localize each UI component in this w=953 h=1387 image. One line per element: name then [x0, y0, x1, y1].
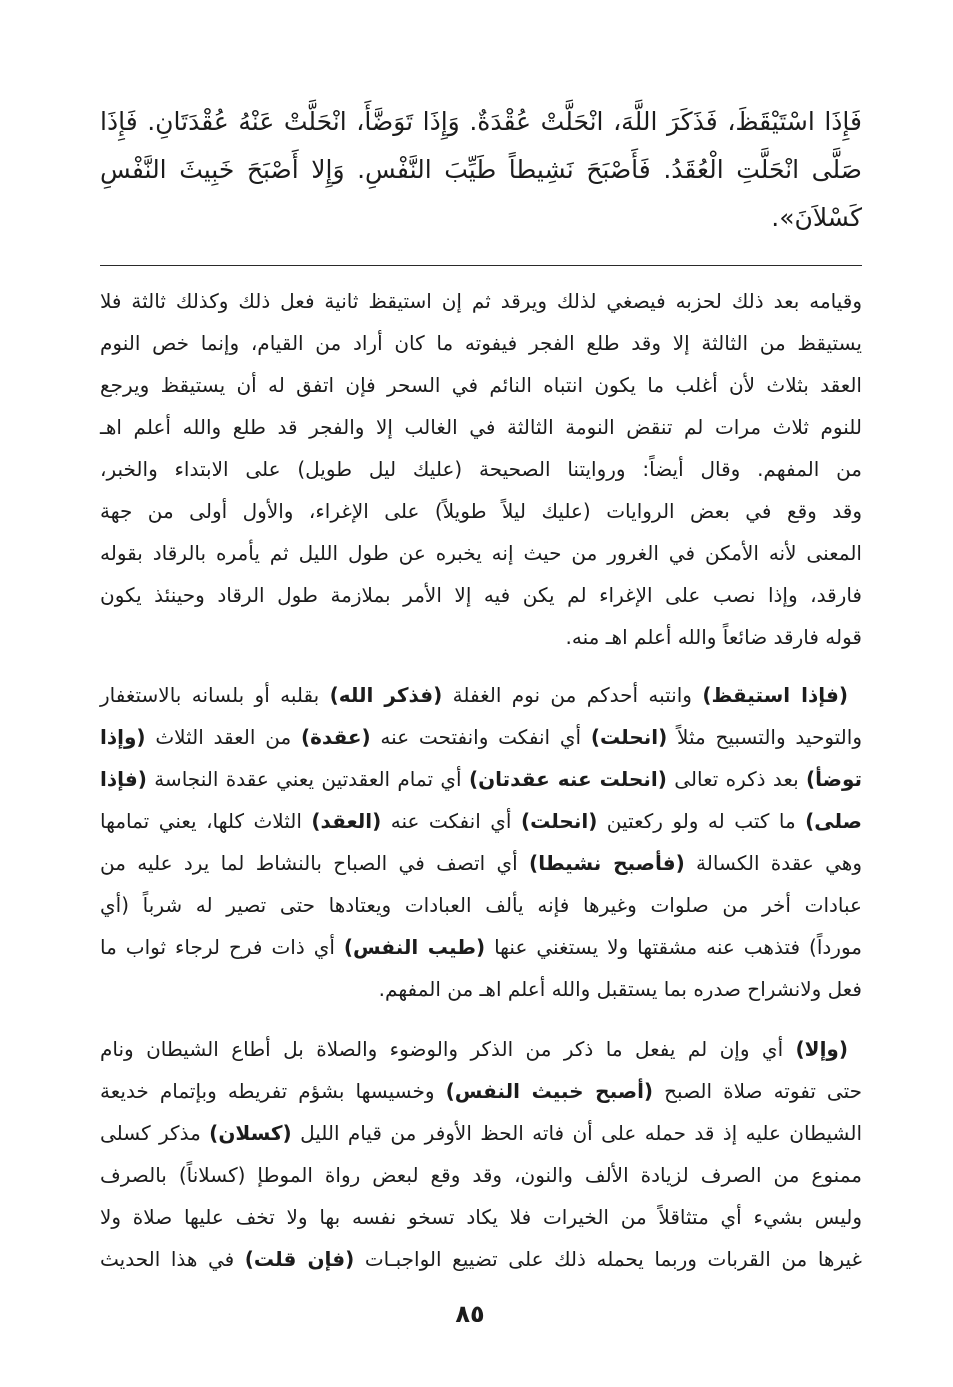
text-run: أي اتصف في الصباح بالنشاط لما يرد عليه من — [100, 851, 530, 875]
text-run: وقد وقع في بعض الروايات (عليك ليلاً طويلاً) على الإغراء، والأول أولى من جهة — [100, 499, 862, 523]
bold-term: (طيب النفس) — [343, 935, 486, 959]
commentary-line — [100, 842, 862, 884]
text-run: وقيامه بعد ذلك لحزبه فيصغي لذلك ويرقد ثم إن استيقظ ثانية فعل ذلك وكذلك ثالثة فلا — [100, 289, 862, 313]
bold-term: (وإلا) — [795, 1037, 848, 1061]
text-run: مذكر كسلى — [100, 1121, 210, 1145]
bold-term: توضأ) — [805, 767, 863, 791]
bold-term: (فأصبح نشيطا) — [529, 851, 685, 875]
commentary-line — [100, 406, 862, 448]
text-run: للنوم ثلاث مرات لم تنقض النومة الثالثة في الغالب إلا والفجر قد طلع والله أعلم اهـ — [100, 415, 862, 439]
bold-term: (أصبح خبيث النفس) — [445, 1079, 654, 1103]
hadith-line: صَلَّى انْحَلَّتِ الْعُقَدُ. فَأَصْبَحَ نَشِيطاً طَيِّبَ النَّفْسِ. وَإِلا أَصْبَحَ خَبِيثَ النَّفْسِ — [100, 155, 862, 184]
commentary-line — [100, 1238, 862, 1280]
hadith-text — [100, 98, 862, 242]
text-run: غيرها من القربات وربما يحمله ذلك على تضييع الواجبـات — [354, 1247, 862, 1271]
bold-term: (انحلت) — [590, 725, 668, 749]
hadith-line: فَإِذَا اسْتَيْقَظَ، فَذَكَرَ اللَّهَ، انْحَلَّتْ عُقْدَةٌ. وَإِذَا تَوَضَّأَ، انْحَلَّتْ عَنْهُ عُقْدَتَانِ. فَإِذَا — [100, 107, 862, 136]
text-run: قوله فارقد ضائعاً والله أعلم اهـ منه. — [565, 625, 862, 649]
commentary-line — [100, 1112, 862, 1154]
bold-term: (العقد) — [311, 809, 382, 833]
commentary-paragraph — [100, 280, 862, 658]
bold-term: (كسلان) — [209, 1121, 292, 1145]
text-run: مورداً) فتذهب عنه مشقتها ولا يستغني عنها — [485, 935, 862, 959]
text-run: وليس بشيء أي متثاقلاً من الخيرات فلا يكاد تسخو نفسه بها ولا تخف عليها صلاة ولا — [100, 1205, 862, 1229]
commentary-line — [100, 716, 862, 758]
text-run: وهي عقدة الكسالة — [684, 851, 863, 875]
text-run: أي انفكت وانفتحت عنه — [370, 725, 591, 749]
commentary-line — [100, 574, 862, 616]
text-run: أي تمام العقدتين يعني عقدة النجاسة — [146, 767, 469, 791]
bold-term: (فإن قلت) — [244, 1247, 355, 1271]
commentary-paragraph — [100, 674, 862, 1010]
bold-term: (فإذا — [100, 767, 147, 791]
text-run: العقد بثلاث لأن أغلب ما يكون انتباه النائم في السحر فإن اتفق له أن يستيقظ ويرجع — [100, 373, 862, 397]
bold-term: صلى) — [805, 809, 862, 833]
text-run: فعل ولانشراح صدره بما يستقبل والله أعلم اهـ من المفهم. — [378, 977, 862, 1001]
text-run: عبادات أخر من صلوات وغيرها فإنه يألف العبادات ويعتادها حتى تصير له شرباً (أي — [100, 893, 862, 917]
text-run: حتى تفوته صلاة الصبح — [653, 1079, 863, 1103]
text-run: ممنوع من الصرف لزيادة الألف والنون، وقد وقع لبعض رواة الموطإ (كسلاناً) بالصرف — [100, 1163, 862, 1187]
text-run: أي ذات فرح لرجاء ثواب ما — [100, 935, 344, 959]
text-run: من العقد الثلاث — [145, 725, 301, 749]
commentary-line — [100, 280, 862, 322]
commentary-line — [100, 490, 862, 532]
bold-term: (عقدة) — [300, 725, 371, 749]
commentary-line — [100, 616, 862, 658]
commentary-line — [100, 758, 862, 800]
commentary-line — [100, 1154, 862, 1196]
commentary-line — [100, 884, 862, 926]
commentary-paragraph — [100, 1028, 862, 1280]
text-run: المعنى لأنه الأمكن في الغرور من حيث إنه يخبره عن طول الليل ثم يأمره بالرقاد بقوله — [100, 541, 862, 565]
text-run: في هذا الحديث — [100, 1247, 245, 1271]
commentary-line — [100, 1070, 862, 1112]
text-run: والتوحيد والتسبيح مثلاً — [667, 725, 862, 749]
text-run: أي وإن لم يفعل ما ذكر من الذكر والوضوء والصلاة بل أطاع الشيطان ونام — [100, 1037, 796, 1061]
commentary-line — [100, 364, 862, 406]
bold-term: (انحلت عنه عقدتان) — [468, 767, 667, 791]
text-run: وخسيسها بشؤم تفريطه وبإتمام خديعة — [100, 1079, 446, 1103]
bold-term: (فذكر الله) — [329, 683, 443, 707]
text-run: يستيقظ من الثالثة إلا وقد طلع الفجر فيفوته ما كان أراد من القيام، وإنما خص النوم — [100, 331, 862, 355]
text-run: من المفهم. وقال أيضاً: وروايتنا الصحيحة (عليك ليل طويل) على الابتداء والخبر، — [100, 457, 862, 481]
text-run: الشيطان عليه إذ قد حمله على أن فاته الحظ الأوفر من قيام الليل — [291, 1121, 862, 1145]
text-run: أي انفكت عنه — [381, 809, 521, 833]
commentary-line — [100, 674, 862, 716]
commentary-line — [100, 448, 862, 490]
page-number: ٨٥ — [455, 1300, 485, 1328]
commentary-line — [100, 1196, 862, 1238]
text-run: بعد ذكره تعالى — [666, 767, 806, 791]
commentary-line — [100, 968, 862, 1010]
commentary-line — [100, 322, 862, 364]
text-run: ما كتب له ولو ركعتين — [597, 809, 806, 833]
hadith-line: كَسْلاَنَ». — [771, 203, 862, 232]
text-run: بقلبه أو بلسانه بالاستغفار — [100, 683, 330, 707]
commentary-line — [100, 532, 862, 574]
text-run: الثلاث كلها، يعني تمامها — [100, 809, 312, 833]
bold-term: (وإذا — [100, 725, 146, 749]
commentary-line — [100, 800, 862, 842]
bold-term: (انحلت) — [520, 809, 598, 833]
commentary-line — [100, 926, 862, 968]
text-run: فارقد، وإذا نصب على الإغراء لم يكن فيه إلا الأمر بملازمة طول الرقاد وحينئذ يكون — [100, 583, 862, 607]
bold-term: (فإذا استيقظ) — [702, 683, 848, 707]
commentary-line — [100, 1028, 862, 1070]
text-run: وانتبه أحدكم من نوم الغفلة — [442, 683, 703, 707]
footnote-separator — [100, 265, 862, 266]
